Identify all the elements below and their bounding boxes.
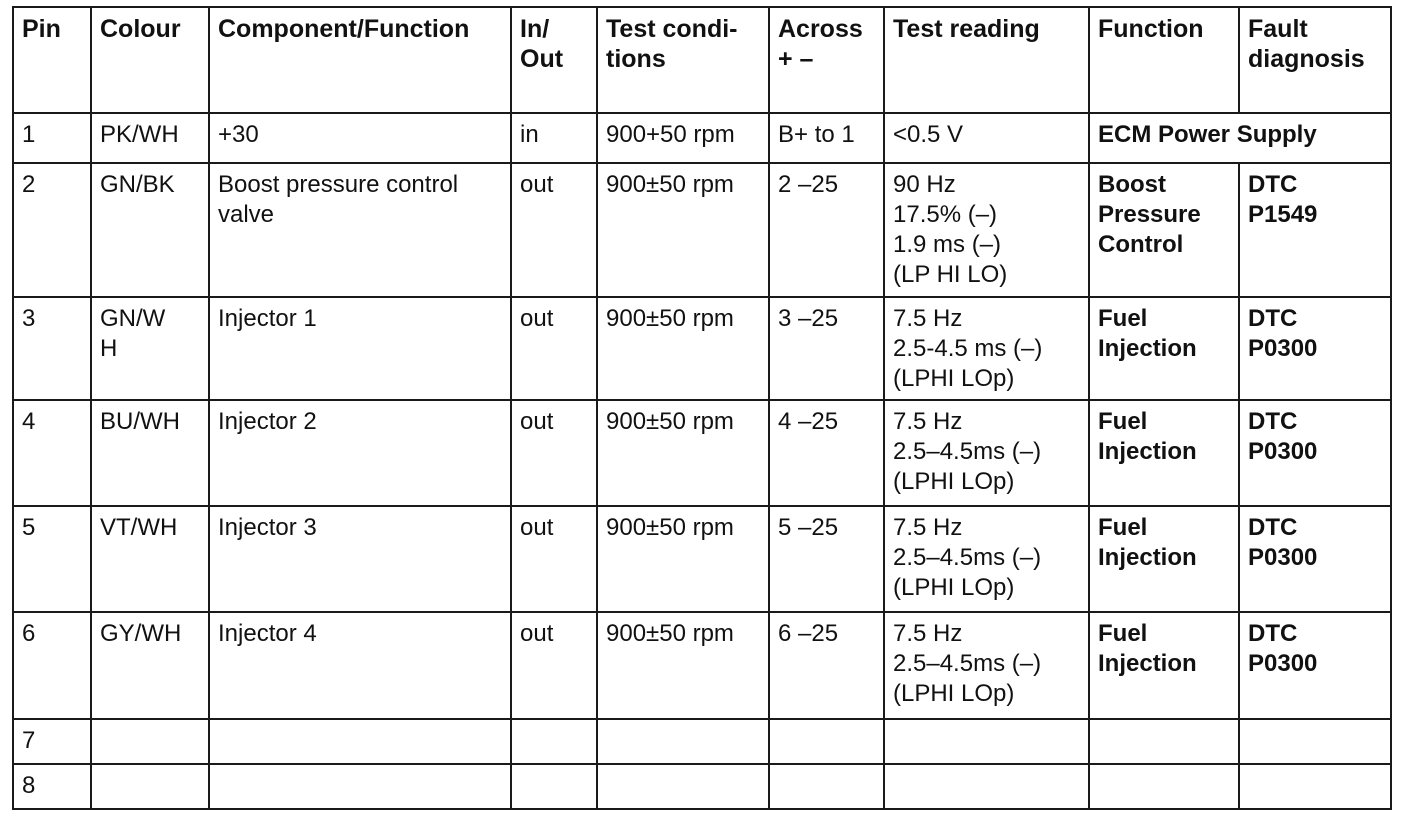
cell-across [769, 719, 884, 764]
cell-fault-diagnosis: DTC P0300 [1239, 506, 1391, 612]
cell-colour [91, 719, 209, 764]
cell-colour: PK/WH [91, 113, 209, 163]
cell-function: Fuel Injection [1089, 506, 1239, 612]
table-row [13, 764, 1391, 809]
cell-across [769, 764, 884, 809]
cell-test-reading [884, 719, 1089, 764]
table-row [13, 719, 1391, 764]
cell-colour: BU/WH [91, 400, 209, 506]
cell-in-out: out [511, 297, 597, 400]
table-row [13, 163, 1391, 297]
header-component-function: Component/Function [209, 7, 511, 113]
cell-across: 4 –25 [769, 400, 884, 506]
cell-component: +30 [209, 113, 511, 163]
table-row [13, 113, 1391, 163]
cell-test-reading: 90 Hz 17.5% (–) 1.9 ms (–) (LP HI LO) [884, 163, 1089, 297]
cell-pin: 2 [13, 163, 91, 297]
cell-in-out: out [511, 163, 597, 297]
cell-in-out: out [511, 506, 597, 612]
cell-fault-diagnosis [1239, 719, 1391, 764]
cell-test-reading: 7.5 Hz 2.5–4.5ms (–) (LPHI LOp) [884, 612, 1089, 719]
cell-pin: 4 [13, 400, 91, 506]
cell-function: Fuel Injection [1089, 297, 1239, 400]
cell-colour: GN/W H [91, 297, 209, 400]
header-fault-diagnosis: Fault diagnosis [1239, 7, 1391, 113]
cell-function [1089, 764, 1239, 809]
cell-colour: GN/BK [91, 163, 209, 297]
cell-test-reading: 7.5 Hz 2.5–4.5ms (–) (LPHI LOp) [884, 400, 1089, 506]
cell-colour [91, 764, 209, 809]
cell-across: B+ to 1 [769, 113, 884, 163]
table-row [13, 297, 1391, 400]
cell-test-conditions: 900±50 rpm [597, 612, 769, 719]
cell-across: 5 –25 [769, 506, 884, 612]
header-colour: Colour [91, 7, 209, 113]
header-test-conditions: Test condi- tions [597, 7, 769, 113]
cell-pin: 6 [13, 612, 91, 719]
cell-pin: 5 [13, 506, 91, 612]
header-function: Function [1089, 7, 1239, 113]
cell-test-conditions [597, 764, 769, 809]
cell-function: Fuel Injection [1089, 400, 1239, 506]
cell-in-out [511, 764, 597, 809]
cell-test-reading: 7.5 Hz 2.5–4.5ms (–) (LPHI LOp) [884, 506, 1089, 612]
cell-component: Injector 4 [209, 612, 511, 719]
cell-component: Injector 3 [209, 506, 511, 612]
cell-test-conditions: 900±50 rpm [597, 400, 769, 506]
header-row [13, 7, 1391, 113]
cell-function-merged: ECM Power Supply [1089, 113, 1391, 163]
cell-across: 3 –25 [769, 297, 884, 400]
cell-function: Boost Pressure Control [1089, 163, 1239, 297]
cell-component: Injector 1 [209, 297, 511, 400]
cell-in-out: in [511, 113, 597, 163]
cell-test-reading: <0.5 V [884, 113, 1089, 163]
cell-pin: 1 [13, 113, 91, 163]
cell-pin: 3 [13, 297, 91, 400]
cell-pin: 7 [13, 719, 91, 764]
cell-component: Injector 2 [209, 400, 511, 506]
header-across: Across + – [769, 7, 884, 113]
cell-component: Boost pressure control valve [209, 163, 511, 297]
cell-test-conditions: 900+50 rpm [597, 113, 769, 163]
table-row [13, 612, 1391, 719]
table-row [13, 506, 1391, 612]
cell-test-conditions: 900±50 rpm [597, 506, 769, 612]
cell-fault-diagnosis [1239, 764, 1391, 809]
cell-test-conditions [597, 719, 769, 764]
cell-fault-diagnosis: DTC P0300 [1239, 612, 1391, 719]
cell-component [209, 719, 511, 764]
cell-test-reading [884, 764, 1089, 809]
cell-test-conditions: 900±50 rpm [597, 297, 769, 400]
header-in-out: In/ Out [511, 7, 597, 113]
cell-fault-diagnosis: DTC P1549 [1239, 163, 1391, 297]
cell-colour: GY/WH [91, 612, 209, 719]
cell-in-out [511, 719, 597, 764]
header-test-reading: Test reading [884, 7, 1089, 113]
cell-function [1089, 719, 1239, 764]
cell-fault-diagnosis: DTC P0300 [1239, 297, 1391, 400]
cell-across: 6 –25 [769, 612, 884, 719]
cell-in-out: out [511, 612, 597, 719]
header-pin: Pin [13, 7, 91, 113]
cell-fault-diagnosis: DTC P0300 [1239, 400, 1391, 506]
table-row [13, 400, 1391, 506]
cell-across: 2 –25 [769, 163, 884, 297]
cell-pin: 8 [13, 764, 91, 809]
cell-test-conditions: 900±50 rpm [597, 163, 769, 297]
cell-function: Fuel Injection [1089, 612, 1239, 719]
cell-test-reading: 7.5 Hz 2.5-4.5 ms (–) (LPHI LOp) [884, 297, 1089, 400]
ecm-pinout-table [12, 6, 1392, 810]
cell-component [209, 764, 511, 809]
cell-colour: VT/WH [91, 506, 209, 612]
cell-in-out: out [511, 400, 597, 506]
